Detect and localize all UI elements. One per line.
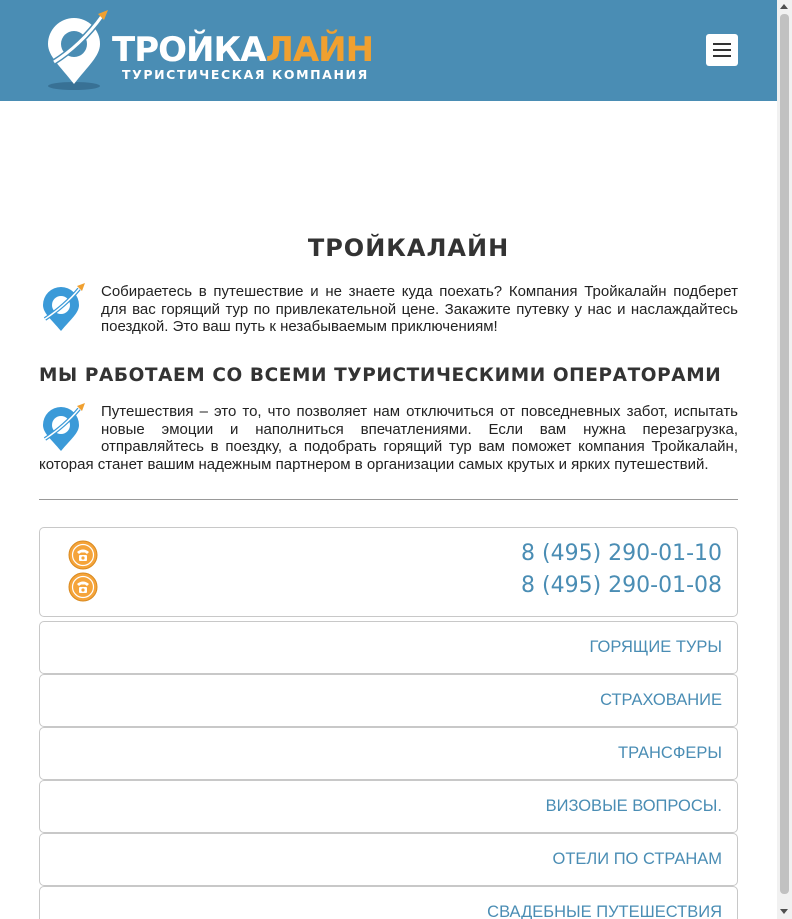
intro-text: Собираетесь в путешествие и не знаете куда поехать? Компания Тройкалайн подберет для вас горящий тур по привлекательной цене. Закажите путевку у нас и наслаждайтесь поездкой. Это ваш путь к незабываемым приключениям! <box>101 283 738 335</box>
nav-item-wedding[interactable] <box>39 886 738 919</box>
nav-item-label: СВАДЕБНЫЕ ПУТЕШЕСТВИЯ <box>487 903 722 919</box>
hamburger-menu-button[interactable] <box>706 34 738 66</box>
nav-item-insurance[interactable] <box>39 674 738 727</box>
nav-item-label: ТРАНСФЕРЫ <box>618 744 722 762</box>
travel-pin-icon <box>39 403 87 453</box>
hamburger-icon <box>713 43 731 45</box>
phone-number[interactable]: 8 (495) 290-01-08 <box>521 573 722 598</box>
logo-tagline: ТУРИСТИЧЕСКАЯ КОМПАНИЯ <box>122 67 369 82</box>
hamburger-icon-line <box>713 49 731 51</box>
page-title: ТРОЙКАЛАЙН <box>307 234 510 262</box>
nav-item-transfers[interactable] <box>39 727 738 780</box>
page-scrollbar[interactable] <box>777 0 792 919</box>
phone-row[interactable] <box>40 571 737 603</box>
nav-item-label: ГОРЯЩИЕ ТУРЫ <box>589 638 722 656</box>
logo-wordmark <box>112 32 373 68</box>
nav-item-label: СТРАХОВАНИЕ <box>600 691 722 709</box>
phone-row[interactable] <box>40 539 737 571</box>
scroll-down-arrow-icon[interactable] <box>780 909 788 914</box>
nav-item-visa[interactable] <box>39 780 738 833</box>
nav-item-label: ВИЗОВЫЕ ВОПРОСЫ. <box>545 797 722 815</box>
logo-name-orange: ЛАЙН <box>265 30 374 70</box>
section-paragraph <box>39 403 738 473</box>
divider <box>39 499 738 500</box>
scroll-thumb[interactable] <box>780 14 789 894</box>
hamburger-icon-line <box>713 55 731 57</box>
nav-item-hot-tours[interactable] <box>39 621 738 674</box>
nav-item-hotels[interactable] <box>39 833 738 886</box>
site-header <box>0 0 777 101</box>
phone-block <box>39 527 738 617</box>
intro-paragraph <box>39 283 738 336</box>
phone-icon <box>68 540 98 570</box>
nav-item-label: ОТЕЛИ ПО СТРАНАМ <box>552 850 722 868</box>
section-title: МЫ РАБОТАЕМ СО ВСЕМИ ТУРИСТИЧЕСКИМИ ОПЕРАТОРАМИ <box>39 365 722 386</box>
phone-icon <box>68 572 98 602</box>
scroll-up-arrow-icon[interactable] <box>780 4 788 9</box>
phone-number[interactable]: 8 (495) 290-01-10 <box>521 541 722 566</box>
travel-pin-icon <box>39 283 87 333</box>
logo-name-white: ТРОЙКА <box>112 30 266 70</box>
site-logo[interactable] <box>40 10 410 92</box>
logo-pin-icon <box>40 10 112 92</box>
section-text: Путешествия – это то, что позволяет нам отключиться от повседневных забот, испытать новые эмоции и наполниться впечатлениями. Если вам нужна перезагрузка, отправляйтесь в поездку, а подобрать горящий тур вам поможет компания Тройкалайн, которая станет вашим надежным партнером в организации самых крутых и ярких путешествий. <box>39 403 738 473</box>
